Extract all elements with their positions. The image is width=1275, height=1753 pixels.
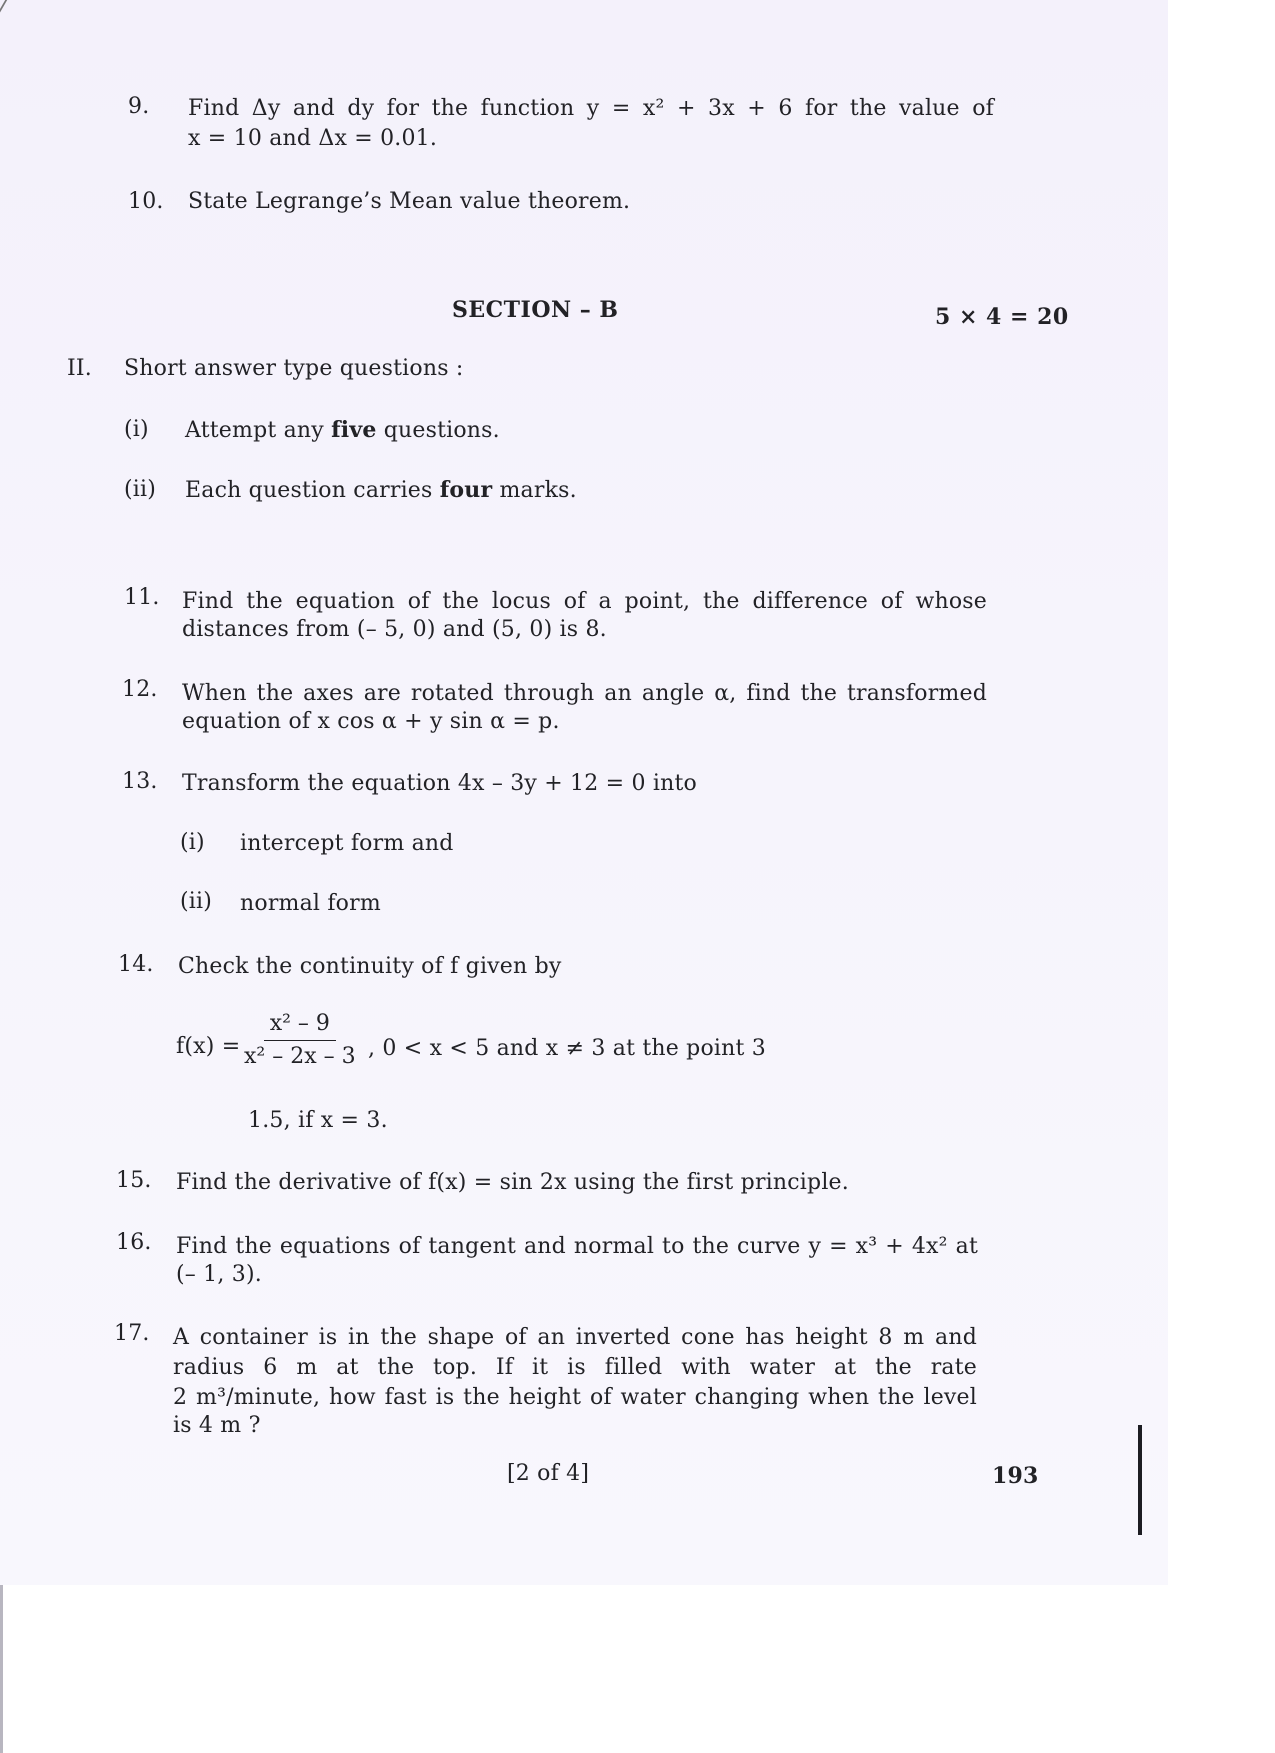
- section-title: SECTION – B: [452, 297, 619, 323]
- question-10-text: State Legrange’s Mean value theorem.: [188, 189, 631, 214]
- instruction-2-marker: (ii): [124, 477, 157, 502]
- question-12-line2: equation of x cos α + y sin α = p.: [182, 709, 560, 734]
- instruction-1-pre: Attempt any: [185, 418, 324, 443]
- question-14-number: 14.: [118, 952, 154, 977]
- part-number: II.: [67, 356, 92, 381]
- question-9-line2: x = 10 and Δx = 0.01.: [188, 126, 438, 151]
- question-9-line1: Find Δy and dy for the function y = x² + 3x + 6 for the value of: [188, 96, 994, 121]
- question-13-text: Transform the equation 4x – 3y + 12 = 0 into: [182, 771, 697, 796]
- scan-edge-left: [0, 1585, 3, 1753]
- question-14-fraction: [238, 1010, 362, 1071]
- instruction-1-post: questions.: [383, 418, 500, 443]
- question-17-line2: radius 6 m at the top. If it is filled with water at the rate: [173, 1355, 977, 1380]
- question-12-line1: When the axes are rotated through an angle α, find the transformed: [182, 681, 987, 706]
- question-17-line3: 2 m³/minute, how fast is the height of water changing when the level: [173, 1385, 977, 1410]
- footer-page-number: [2 of 4]: [507, 1461, 590, 1486]
- instruction-2-emph: four: [439, 477, 493, 503]
- instruction-1: [185, 416, 500, 445]
- question-14-condition: , 0 < x < 5 and x ≠ 3 at the point 3: [368, 1036, 766, 1061]
- section-marks: 5 × 4 = 20: [935, 304, 1069, 330]
- question-12-number: 12.: [122, 677, 158, 702]
- footer-paper-code: 193: [992, 1463, 1039, 1489]
- instruction-2-pre: Each question carries: [185, 478, 433, 503]
- question-14-case2: 1.5, if x = 3.: [248, 1108, 388, 1133]
- question-9-number: 9.: [128, 94, 150, 119]
- question-17-line4: is 4 m ?: [173, 1413, 261, 1438]
- question-16-line1: Find the equations of tangent and normal to the curve y = x³ + 4x² at: [176, 1234, 978, 1259]
- question-13-part-1-text: intercept form and: [240, 831, 454, 856]
- part-heading: Short answer type questions :: [124, 356, 464, 381]
- question-10-number: 10.: [128, 189, 164, 214]
- question-16-line2: (– 1, 3).: [176, 1262, 262, 1287]
- instruction-2: [185, 476, 577, 505]
- question-11-number: 11.: [124, 585, 160, 610]
- question-13-number: 13.: [122, 769, 158, 794]
- question-15-number: 15.: [116, 1168, 152, 1193]
- question-14-numerator: x² – 9: [264, 1010, 336, 1041]
- question-13-part-1-marker: (i): [180, 830, 205, 855]
- instruction-1-marker: (i): [124, 417, 149, 442]
- question-13-part-2-text: normal form: [240, 891, 381, 916]
- question-16-number: 16.: [116, 1230, 152, 1255]
- question-11-line1: Find the equation of the locus of a point, the difference of whose: [182, 589, 987, 614]
- question-14-lhs: f(x) =: [176, 1034, 241, 1059]
- question-14-text: Check the continuity of f given by: [178, 954, 562, 979]
- question-15-text: Find the derivative of f(x) = sin 2x using the first principle.: [176, 1170, 849, 1195]
- question-11-line2: distances from (– 5, 0) and (5, 0) is 8.: [182, 617, 607, 642]
- instruction-2-post: marks.: [499, 478, 577, 503]
- scan-edge-right: [1138, 1425, 1142, 1535]
- question-17-line1: A container is in the shape of an inverted cone has height 8 m and: [173, 1325, 977, 1350]
- question-14-denominator: x² – 2x – 3: [244, 1044, 356, 1069]
- question-13-part-2-marker: (ii): [180, 889, 213, 914]
- question-17-number: 17.: [114, 1321, 150, 1346]
- instruction-1-emph: five: [331, 417, 377, 443]
